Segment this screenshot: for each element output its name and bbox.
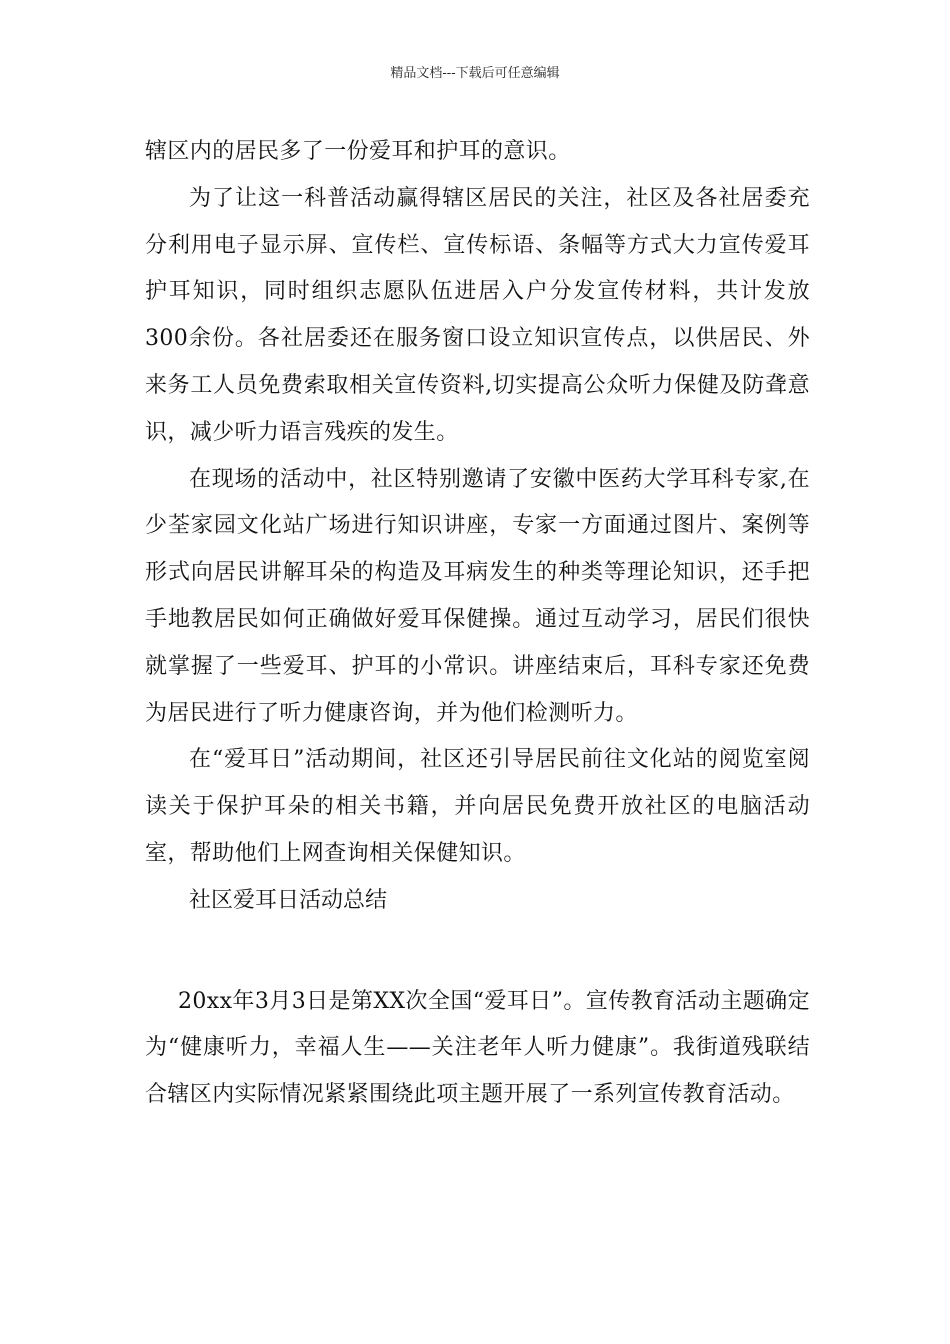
document-body [145,129,810,1119]
spacer [145,925,810,979]
paragraph-2: 为了让这一科普活动赢得辖区居民的关注，社区及各社居委充分利用电子显示屏、宣传栏、宣传标语、条幅等方式大力宣传爱耳护耳知识，同时组织志愿队伍进居入户分发宣传材料，共计发放300余份。各社居委还在服务窗口设立知识宣传点，以供居民、外来务工人员免费索取相关宣传资料,切实提高公众听力保健及防聋意识，减少听力语言残疾的发生。 [145,185,810,445]
paragraph-4: 在“爱耳日”活动期间，社区还引导居民前往文化站的阅览室阅读关于保护耳朵的相关书籍，并向居民免费开放社区的电脑活动室，帮助他们上网查询相关保健知识。 [145,747,810,866]
closing-paragraph: 20xx年3月3日是第XX次全国“爱耳日”。宣传教育活动主题确定为“健康听力，幸福人生——关注老年人听力健康”。我街道残联结合辖区内实际情况紧紧围绕此项主题开展了一系列宣传教育活动。 [145,988,810,1108]
section-title: 社区爱耳日活动总结 [189,887,388,913]
paragraph-3: 在现场的活动中，社区特别邀请了安徽中医药大学耳科专家,在少荃家园文化站广场进行知识讲座，专家一方面通过图片、案例等形式向居民讲解耳朵的构造及耳病发生的种类等理论知识，还手把手地教居民如何正确做好爱耳保健操。通过互动学习，居民们很快就掌握了一些爱耳、护耳的小常识。讲座结束后，耳科专家还免费为居民进行了听力健康咨询，并为他们检测听力。 [145,466,810,726]
page-header: 精品文档---下载后可任意编辑 [390,66,560,81]
paragraph-1: 辖区内的居民多了一份爱耳和护耳的意识。 [145,139,571,164]
